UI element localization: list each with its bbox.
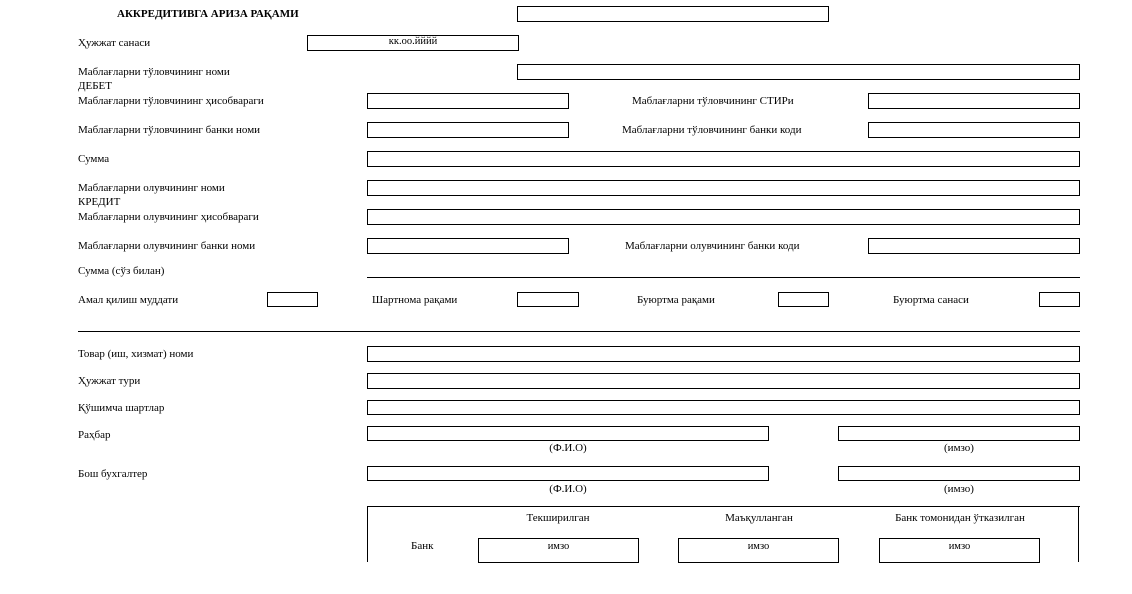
sum-words-line[interactable] <box>367 277 1080 278</box>
accountant-fio-field[interactable] <box>367 466 769 481</box>
payer-tin-label: Маблағларни тўловчининг СТИРи <box>632 95 794 107</box>
doc-type-field[interactable] <box>367 373 1080 389</box>
order-date-field[interactable] <box>1039 292 1080 307</box>
goods-field[interactable] <box>367 346 1080 362</box>
application-number-field[interactable] <box>517 6 829 22</box>
sum-label: Сумма <box>78 153 110 165</box>
form-title: АККРЕДИТИВГА АРИЗА РАҚАМИ <box>117 8 299 20</box>
payer-bank-name-label: Маблағларни тўловчининг банки номи <box>78 124 261 136</box>
debit-section-label: ДЕБЕТ <box>78 80 112 92</box>
approved-label: Маъқулланган <box>725 512 793 524</box>
bank-block-left-border <box>367 506 368 562</box>
accountant-fio-caption: (Ф.И.О) <box>549 483 587 495</box>
payer-account-field[interactable] <box>367 93 569 109</box>
receiver-bank-name-field[interactable] <box>367 238 569 254</box>
accountant-sign-caption: (имзо) <box>944 483 974 495</box>
executed-sign-box[interactable]: имзо <box>879 538 1040 563</box>
doc-date-label: Ҳужжат санаси <box>78 37 151 49</box>
head-sign-field[interactable] <box>838 426 1080 441</box>
receiver-account-field[interactable] <box>367 209 1080 225</box>
bank-block-right-border <box>1078 506 1079 562</box>
goods-label: Товар (иш, хизмат) номи <box>78 348 194 360</box>
checked-label: Текширилган <box>526 512 590 524</box>
checked-sign-box[interactable]: имзо <box>478 538 639 563</box>
order-date-label: Буюртма санаси <box>893 294 969 306</box>
section-divider <box>78 331 1080 332</box>
accountant-sign-field[interactable] <box>838 466 1080 481</box>
accountant-label: Бош бухгалтер <box>78 468 148 480</box>
payer-account-label: Маблағларни тўловчининг ҳисобвараги <box>78 95 264 107</box>
receiver-name-label: Маблағларни олувчининг номи <box>78 182 225 194</box>
head-fio-field[interactable] <box>367 426 769 441</box>
sum-words-label: Сумма (сўз билан) <box>78 265 165 277</box>
head-label: Раҳбар <box>78 429 111 441</box>
receiver-bank-code-field[interactable] <box>868 238 1080 254</box>
bank-block-top-border <box>367 506 1080 507</box>
head-fio-caption: (Ф.И.О) <box>549 442 587 454</box>
head-sign-caption: (имзо) <box>944 442 974 454</box>
order-label: Буюртма рақами <box>637 294 715 306</box>
payer-bank-name-field[interactable] <box>367 122 569 138</box>
receiver-bank-code-label: Маблағларни олувчининг банки коди <box>625 240 800 252</box>
receiver-bank-name-label: Маблағларни олувчининг банки номи <box>78 240 256 252</box>
credit-section-label: КРЕДИТ <box>78 196 121 208</box>
contract-field[interactable] <box>517 292 579 307</box>
doc-date-field[interactable]: кк.оо.йййй <box>307 35 519 51</box>
executed-label: Банк томонидан ўтказилган <box>895 512 1025 524</box>
extra-terms-field[interactable] <box>367 400 1080 415</box>
doc-type-label: Ҳужжат тури <box>78 375 141 387</box>
validity-label: Амал қилиш муддати <box>78 294 179 306</box>
extra-terms-label: Қўшимча шартлар <box>78 402 165 414</box>
receiver-name-field[interactable] <box>367 180 1080 196</box>
payer-name-field[interactable] <box>517 64 1080 80</box>
payer-bank-code-field[interactable] <box>868 122 1080 138</box>
approved-sign-box[interactable]: имзо <box>678 538 839 563</box>
payer-name-label: Маблағларни тўловчининг номи <box>78 66 230 78</box>
validity-field[interactable] <box>267 292 318 307</box>
bank-label: Банк <box>411 540 434 552</box>
order-field[interactable] <box>778 292 829 307</box>
payer-bank-code-label: Маблағларни тўловчининг банки коди <box>622 124 802 136</box>
contract-label: Шартнома рақами <box>372 294 458 306</box>
receiver-account-label: Маблағларни олувчининг ҳисобвараги <box>78 211 259 223</box>
sum-field[interactable] <box>367 151 1080 167</box>
payer-tin-field[interactable] <box>868 93 1080 109</box>
